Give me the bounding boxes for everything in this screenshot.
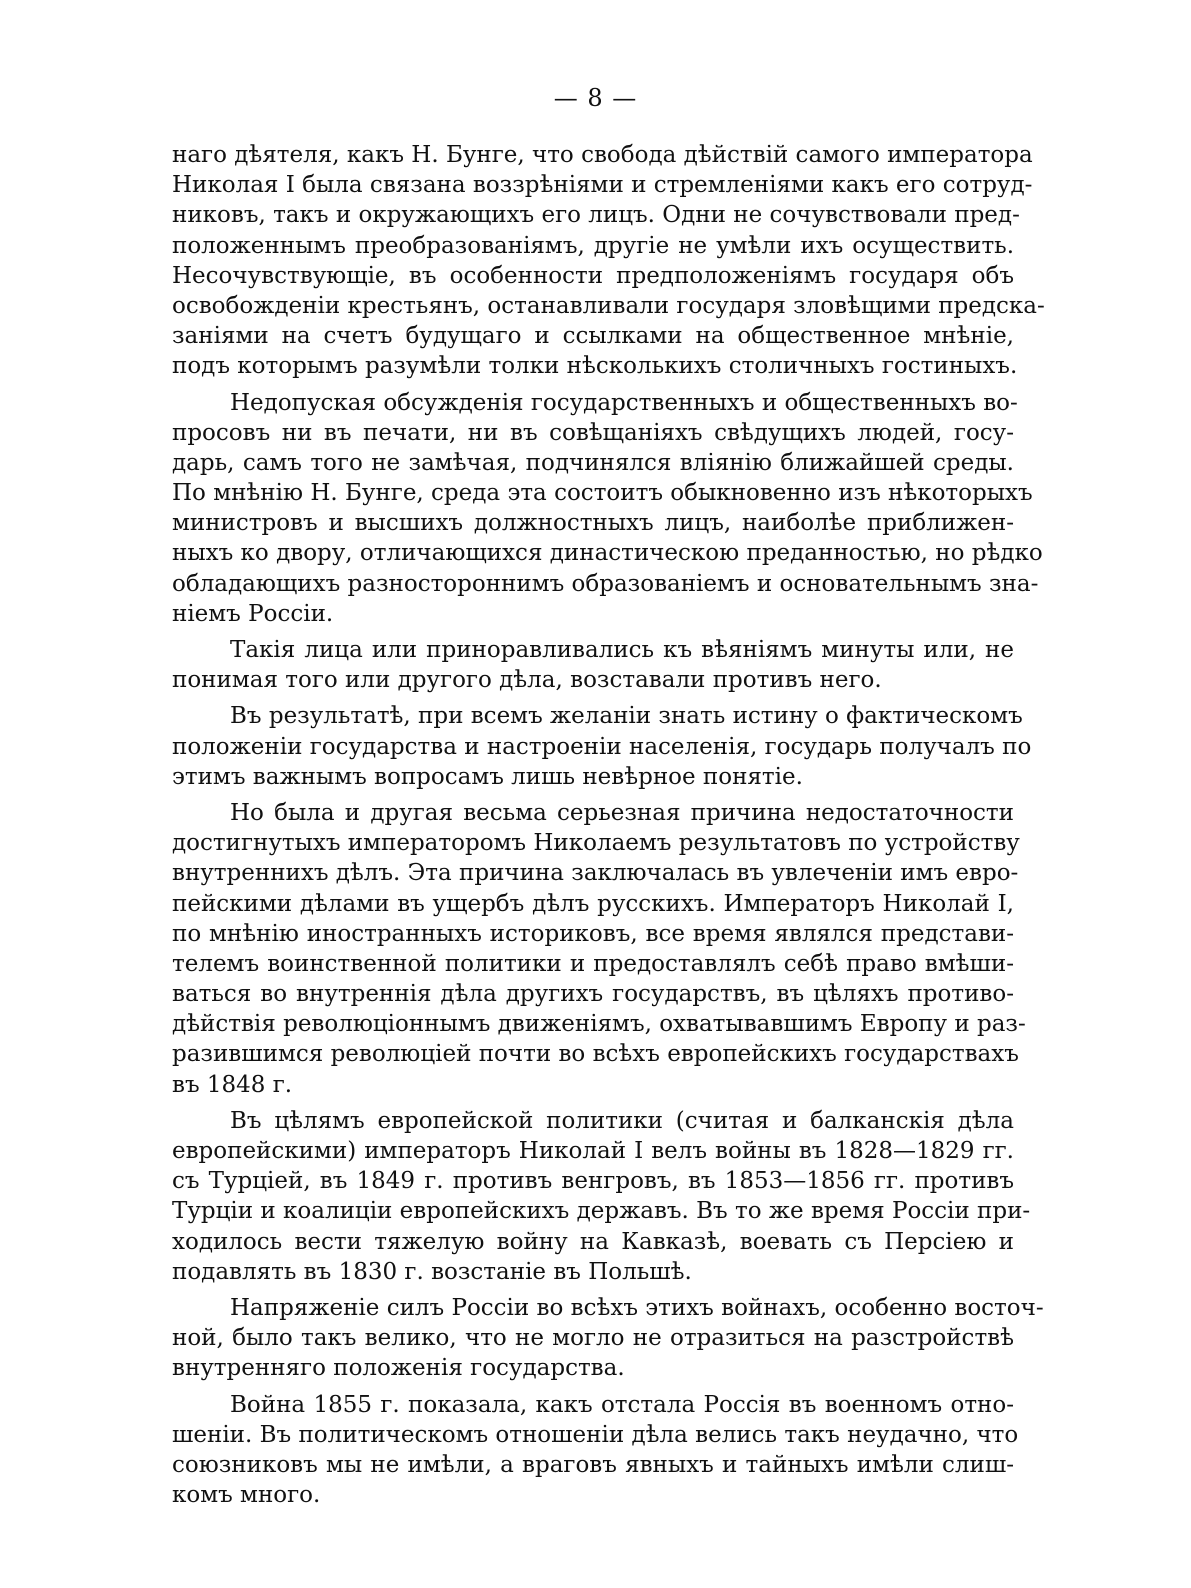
- text-line: никовъ, такъ и окружающихъ его лицъ. Одни не сочувствовали пред-: [172, 202, 1020, 229]
- text-line: ходилось вести тяжелую войну на Кавказѣ, воевать съ Персіею и: [172, 1228, 1014, 1255]
- text-line: Въ результатѣ, при всемъ желаніи знать истину о фактическомъ: [230, 703, 1023, 730]
- text-line: просовъ ни въ печати, ни въ совѣщаніяхъ свѣдущихъ людей, госу-: [172, 419, 1014, 446]
- paragraph: [172, 140, 1045, 382]
- text-line: понимая того или другого дѣла, возставали противъ него.: [172, 667, 882, 694]
- text-line: Война 1855 г. показала, какъ отстала Россія въ военномъ отно-: [230, 1391, 1014, 1418]
- text-line: съ Турціей, въ 1849 г. противъ венгровъ, въ 1853—1856 гг. противъ: [172, 1168, 1014, 1195]
- body-text: [172, 140, 1045, 1516]
- text-line: освобожденіи крестьянъ, останавливали государя зловѣщими предска-: [172, 292, 1045, 319]
- text-line: Турціи и коалиціи европейскихъ державъ. Въ то же время Россіи при-: [172, 1198, 1031, 1225]
- text-line: внутреннихъ дѣлъ. Эта причина заключалась въ увлеченіи имъ евро-: [172, 860, 1019, 887]
- text-line: европейскими) императоръ Николай I велъ войны въ 1828—1829 гг.: [172, 1138, 1014, 1164]
- text-line: пейскими дѣлами въ ущербъ дѣлъ русскихъ. Императоръ Николай I,: [172, 890, 1014, 917]
- text-line: положеннымъ преобразованіямъ, другіе не умѣли ихъ осуществить.: [172, 232, 1014, 259]
- text-line: Въ цѣлямъ европейской политики (считая и балканскія дѣла: [230, 1107, 1014, 1134]
- text-line: ніемъ Россіи.: [172, 600, 334, 627]
- text-line: подъ которымъ разумѣли толки нѣсколькихъ столичныхъ гостиныхъ.: [172, 353, 1018, 380]
- paragraph: [172, 1293, 1044, 1384]
- text-line: Такія лица или приноравливались къ вѣяніямъ минуты или, не: [230, 637, 1014, 663]
- text-line: союзниковъ мы не имѣли, а враговъ явныхъ и тайныхъ имѣли слиш-: [172, 1451, 1014, 1478]
- text-line: По мнѣнію Н. Бунге, среда эта состоитъ обыкновенно изъ нѣкоторыхъ: [172, 480, 1033, 507]
- text-line: министровъ и высшихъ должностныхъ лицъ, наиболѣе приближен-: [172, 510, 1014, 537]
- paragraph: [172, 635, 1014, 695]
- text-line: ной, было такъ велико, что не могло не отразиться на разстройствѣ: [172, 1325, 1014, 1352]
- text-line: ваться во внутреннія дѣла другихъ государствъ, въ цѣляхъ противо-: [172, 981, 1014, 1008]
- text-line: Напряженіе силъ Россіи во всѣхъ этихъ войнахъ, особенно восточ-: [230, 1294, 1044, 1321]
- page-number: — 8 —: [553, 84, 638, 112]
- text-line: комъ много.: [172, 1482, 321, 1509]
- text-line: обладающихъ разностороннимъ образованіемъ и основательнымъ зна-: [172, 570, 1039, 597]
- text-line: Николая I была связана воззрѣніями и стремленіями какъ его сотруд-: [172, 172, 1033, 199]
- text-line: дѣйствія революціоннымъ движеніямъ, охватывавшимъ Европу и раз-: [172, 1011, 1026, 1038]
- text-line: ныхъ ко двору, отличающихся династическою преданностью, но рѣдко: [172, 540, 1043, 567]
- paragraph: [172, 388, 1043, 630]
- text-line: по мнѣнію иностранныхъ историковъ, все время являлся представи-: [172, 920, 1014, 947]
- paragraph: [172, 701, 1032, 792]
- text-line: телемъ воинственной политики и предоставлялъ себѣ право вмѣши-: [172, 950, 1014, 977]
- text-line: внутренняго положенія государства.: [172, 1355, 625, 1382]
- paragraph: [172, 1390, 1019, 1511]
- text-line: подавлять въ 1830 г. возстаніе въ Польшѣ.: [172, 1258, 692, 1285]
- text-line: этимъ важнымъ вопросамъ лишь невѣрное понятіе.: [172, 763, 803, 790]
- text-line: шеніи. Въ политическомъ отношеніи дѣла велись такъ неудачно, что: [172, 1421, 1019, 1448]
- text-line: положеніи государства и настроеніи населенія, государь получалъ по: [172, 733, 1032, 760]
- text-line: Но была и другая весьма серьезная причина недостаточности: [230, 799, 1014, 826]
- text-line: дарь, самъ того не замѣчая, подчинялся вліянію ближайшей среды.: [172, 449, 1014, 476]
- text-line: Несочувствующіе, въ особенности предположеніямъ государя объ: [172, 262, 1014, 289]
- text-line: разившимся революціей почти во всѣхъ европейскихъ государствахъ: [172, 1041, 1019, 1068]
- text-line: достигнутыхъ императоромъ Николаемъ результатовъ по устройству: [172, 830, 1020, 857]
- text-line: въ 1848 г.: [172, 1071, 293, 1098]
- text-line: заніями на счетъ будущаго и ссылками на общественное мнѣніе,: [172, 323, 1014, 350]
- text-line: Недопуская обсужденія государственныхъ и общественныхъ во-: [230, 389, 1018, 416]
- text-line: наго дѣятеля, какъ Н. Бунге, что свобода дѣйствій самого императора: [172, 142, 1033, 168]
- paragraph: [172, 798, 1026, 1100]
- paragraph: [172, 1106, 1031, 1287]
